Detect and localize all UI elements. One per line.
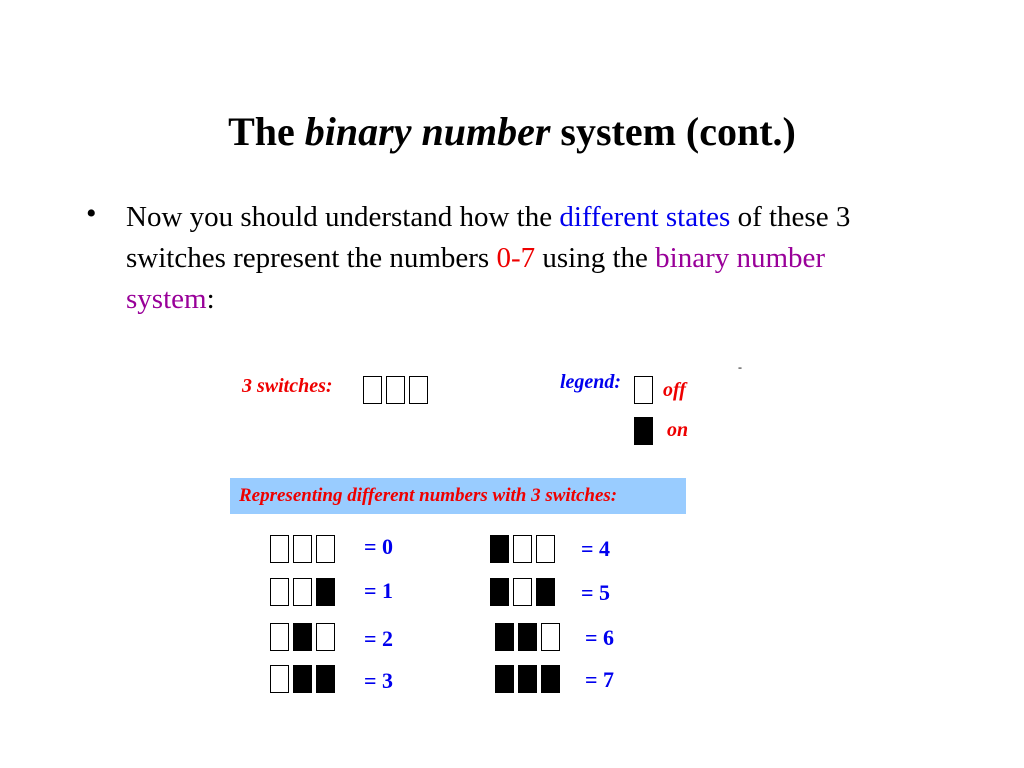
switch-row-2	[270, 623, 335, 651]
row-value-5: = 5	[581, 580, 611, 605]
switch-row-0	[270, 535, 335, 563]
title-part-1: The	[228, 109, 305, 154]
switch-row-1	[270, 578, 335, 606]
legend-label: legend:	[560, 371, 622, 393]
switch-off-icon	[316, 623, 335, 651]
switch-off-icon	[634, 376, 653, 404]
bullet-seg-7: :	[206, 283, 215, 315]
row-value-3: = 3	[364, 668, 394, 693]
bullet-seg-5: using the	[535, 242, 656, 274]
bullet-seg-binary-number-system: binary number system	[126, 242, 826, 315]
switch-off-icon	[409, 376, 428, 404]
legend-on-swatch	[634, 417, 653, 445]
row-value-6: = 6	[585, 625, 615, 650]
switch-off-icon	[536, 535, 555, 563]
switch-on-icon	[495, 623, 514, 651]
switch-off-icon	[541, 623, 560, 651]
switch-diagram	[230, 360, 750, 700]
switch-off-icon	[270, 578, 289, 606]
switch-on-icon	[536, 578, 555, 606]
title-part-2: binary number	[304, 109, 551, 154]
row-value-1: = 1	[364, 578, 394, 603]
switch-on-icon	[490, 535, 509, 563]
bullet-seg-3: of these 3 switches represent the numbers	[126, 201, 851, 274]
bullet-seg-range: 0-7	[496, 242, 536, 274]
switch-off-icon	[363, 376, 382, 404]
switch-off-icon	[293, 578, 312, 606]
row-value-4: = 4	[581, 536, 611, 561]
row-value-7: = 7	[585, 667, 615, 692]
switch-off-icon	[513, 578, 532, 606]
legend-off-swatch	[634, 376, 653, 404]
switch-on-icon	[518, 623, 537, 651]
switch-off-icon	[270, 623, 289, 651]
switch-on-icon	[316, 578, 335, 606]
switch-row-6	[495, 623, 560, 651]
switch-on-icon	[293, 665, 312, 693]
row-value-0: = 0	[364, 534, 394, 559]
switch-on-icon	[490, 578, 509, 606]
legend-on-label: on	[667, 419, 689, 441]
switch-row-4	[490, 535, 555, 563]
title-part-3: system (cont.)	[550, 109, 796, 154]
switch-off-icon	[513, 535, 532, 563]
bullet-seg-different-states: different states	[559, 201, 731, 233]
bullet-seg-1: Now you should understand how the	[126, 201, 560, 233]
switch-row-3	[270, 665, 335, 693]
slide-title	[0, 108, 1024, 155]
switch-off-icon	[293, 535, 312, 563]
switch-on-icon	[541, 665, 560, 693]
bullet-text	[126, 197, 906, 320]
bullet-marker: •	[86, 197, 97, 230]
switch-on-icon	[316, 665, 335, 693]
switch-on-icon	[634, 417, 653, 445]
three-switches-illustration	[363, 376, 428, 404]
switch-off-icon	[270, 665, 289, 693]
switch-row-7	[495, 665, 560, 693]
banner-text: Representing different numbers with 3 switches:	[239, 485, 618, 506]
switch-on-icon	[293, 623, 312, 651]
row-value-2: = 2	[364, 626, 394, 651]
representation-banner	[230, 478, 686, 514]
switch-off-icon	[386, 376, 405, 404]
switch-on-icon	[495, 665, 514, 693]
switch-off-icon	[270, 535, 289, 563]
legend-dash: -	[738, 360, 742, 374]
legend-off-label: off	[663, 379, 686, 401]
switch-off-icon	[316, 535, 335, 563]
switch-row-5	[490, 578, 555, 606]
switch-on-icon	[518, 665, 537, 693]
switches-label: 3 switches:	[242, 375, 333, 397]
